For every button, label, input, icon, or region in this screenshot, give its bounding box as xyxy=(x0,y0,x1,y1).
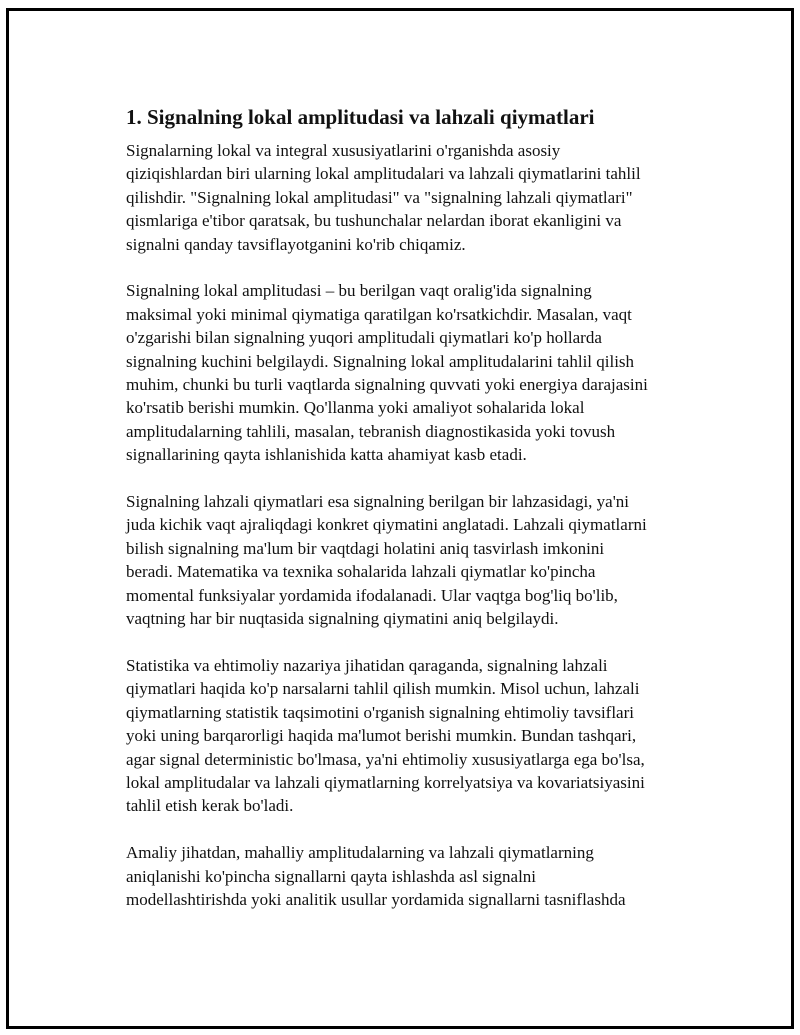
text-line: qiymatlari haqida ko'p narsalarni tahlil qilish mumkin. Misol uchun, lahzali xyxy=(126,679,640,699)
text-line: aniqlanishi ko'pincha signallarni qayta ishlashda asl signalni xyxy=(126,866,537,886)
page-frame xyxy=(6,8,794,1029)
text-line: yoki uning barqarorligi haqida ma'lumot berishi mumkin. Bundan tashqari, xyxy=(126,726,637,746)
text-line: signallarining qayta ishlanishida katta ahamiyat kasb etadi. xyxy=(126,445,527,465)
text-line: amplitudalarning tahlili, masalan, tebranish diagnostikasida yoki tovush xyxy=(126,421,616,441)
text-line: qiziqishlardan biri ularning lokal amplitudalari va lahzali qiymatlarini tahlil xyxy=(126,164,641,184)
paragraph-2 xyxy=(126,279,726,466)
text-line: o'zgarishi bilan signalning yuqori amplitudali qiymatlari ko'p hollarda xyxy=(126,328,602,348)
text-line: Signalning lokal amplitudasi – bu berilgan vaqt oralig'ida signalning xyxy=(126,281,592,301)
text-line: vaqtning har bir nuqtasida signalning qiymatini aniq belgilaydi. xyxy=(126,609,559,629)
text-line: modellashtirishda yoki analitik usullar yordamida signallarni tasniflashda xyxy=(126,889,626,909)
text-line: muhim, chunki bu turli vaqtlarda signalning quvvati yoki energiya darajasini xyxy=(126,375,648,395)
text-line: lokal amplitudalar va lahzali qiymatlarning korrelyatsiya va kovariatsiyasini xyxy=(126,772,645,792)
text-line: tahlil etish kerak bo'ladi. xyxy=(126,796,294,816)
text-line: qilishdir. "Signalning lokal amplitudasi" va "signalning lahzali qiymatlari" xyxy=(126,187,633,207)
text-line: juda kichik vaqt ajraliqdagi konkret qiymatini anglatadi. Lahzali qiymatlarni xyxy=(126,515,647,535)
text-line: Signalning lahzali qiymatlari esa signalning berilgan bir lahzasidagi, ya'ni xyxy=(126,492,630,512)
text-line: Signalarning lokal va integral xususiyatlarini o'rganishda asosiy xyxy=(126,141,561,160)
text-line: signalning kuchini belgilaydi. Signalning lokal amplitudalarini tahlil qilish xyxy=(126,351,635,371)
text-line: ko'rsatib berishi mumkin. Qo'llanma yoki amaliyot sohalarida lokal xyxy=(126,398,585,418)
text-line: signalni qanday tavsiflayotganini ko'rib chiqamiz. xyxy=(126,234,466,254)
paragraph-1 xyxy=(126,139,726,256)
text-line: momental funksiyalar yordamida ifodalanadi. Ular vaqtga bog'liq bo'lib, xyxy=(126,585,618,605)
text-line: beradi. Matematika va texnika sohalarida lahzali qiymatlar ko'pincha xyxy=(126,562,596,582)
text-line: qiymatlarning statistik taqsimotini o'rganish signalning ehtimoliy tavsiflari xyxy=(126,702,634,722)
paragraph-5 xyxy=(126,841,726,911)
text-line: Amaliy jihatdan, mahalliy amplitudalarning va lahzali qiymatlarning xyxy=(126,843,594,863)
text-line: Statistika va ehtimoliy nazariya jihatidan qaraganda, signalning lahzali xyxy=(126,655,608,675)
page-title: 1. Signalning lokal amplitudasi va lahzali qiymatlari xyxy=(126,105,595,129)
text-line: agar signal deterministic bo'lmasa, ya'ni ehtimoliy xususiyatlarga ega bo'lsa, xyxy=(126,749,645,769)
document-body xyxy=(126,103,726,935)
text-line: qismlariga e'tibor qaratsak, bu tushunchalar nelardan iborat ekanligini va xyxy=(126,211,622,231)
text-line: bilish signalning ma'lum bir vaqtdagi holatini aniq tasvirlash imkonini xyxy=(126,538,605,558)
paragraph-4 xyxy=(126,654,726,818)
paragraph-3 xyxy=(126,490,726,630)
text-line: maksimal yoki minimal qiymatiga qaratilgan ko'rsatkichdir. Masalan, vaqt xyxy=(126,304,632,324)
